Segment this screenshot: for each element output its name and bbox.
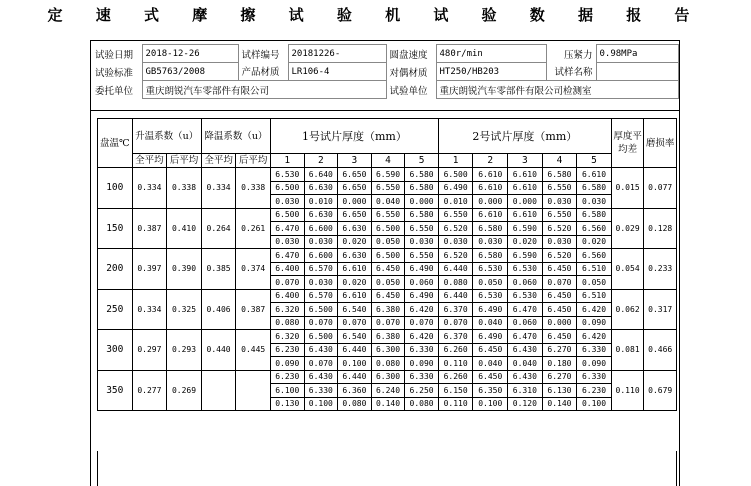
thickness-2-cell: 0.060 — [508, 276, 543, 290]
thickness-2-cell: 6.610 — [508, 181, 543, 195]
thickness-1-cell: 6.500 — [371, 249, 405, 263]
pt-1-1: 1 — [270, 154, 304, 168]
rise-all-cell: 0.397 — [132, 249, 167, 290]
thickness-1-cell: 6.550 — [405, 249, 439, 263]
thickness-1-cell: 0.070 — [371, 316, 405, 330]
thickness-1-cell: 6.580 — [405, 208, 439, 222]
thickness-1-cell: 0.100 — [338, 357, 372, 371]
thickness-2-cell: 6.450 — [542, 330, 577, 344]
thickness-2-cell: 6.490 — [438, 181, 473, 195]
counter-material-label: 对偶材质 — [389, 67, 428, 79]
rise-after-cell: 0.338 — [167, 168, 202, 209]
thickness-1-cell: 6.490 — [405, 262, 439, 276]
sub-fall-after: 后平均 — [236, 154, 271, 168]
thickness-1-cell: 0.070 — [405, 316, 439, 330]
thickness-1-cell: 6.630 — [338, 222, 372, 236]
thickness-1-cell: 6.450 — [371, 262, 405, 276]
thickness-1-cell: 0.080 — [405, 397, 439, 411]
thickness-2-cell: 0.000 — [542, 316, 577, 330]
thickness-2-cell: 0.090 — [577, 357, 612, 371]
avg-diff-cell: 0.081 — [611, 330, 644, 371]
thickness-2-cell: 6.490 — [473, 303, 508, 317]
thickness-1-cell: 6.500 — [270, 181, 304, 195]
thickness-1-cell: 6.440 — [338, 343, 372, 357]
thickness-1-cell: 6.650 — [338, 168, 372, 182]
rise-all-cell: 0.334 — [132, 168, 167, 209]
thickness-1-cell: 6.440 — [338, 370, 372, 384]
thickness-2-cell: 6.510 — [577, 262, 612, 276]
thickness-1-cell: 0.030 — [304, 276, 338, 290]
wear-rate-cell: 0.128 — [644, 208, 677, 249]
fall-after-cell: 0.261 — [236, 208, 271, 249]
header-divider — [90, 110, 680, 111]
thickness-1-cell: 6.500 — [270, 208, 304, 222]
sub-rise-after: 后平均 — [167, 154, 202, 168]
thickness-1-cell: 6.380 — [371, 330, 405, 344]
fall-after-cell: 0.374 — [236, 249, 271, 290]
thickness-2-cell: 6.450 — [542, 303, 577, 317]
thickness-2-cell: 0.110 — [438, 357, 473, 371]
thickness-2-cell: 6.310 — [508, 384, 543, 398]
disc-temp-cell: 100 — [98, 168, 133, 209]
thickness-2-cell: 0.030 — [542, 235, 577, 249]
thickness-2-cell: 0.040 — [473, 316, 508, 330]
thickness-2-cell: 6.350 — [473, 384, 508, 398]
thickness-1-cell: 6.640 — [304, 168, 338, 182]
avg-diff-cell: 0.062 — [611, 289, 644, 330]
thickness-2-cell: 6.590 — [508, 222, 543, 236]
sample-no-label: 试样编号 — [241, 49, 280, 61]
thickness-2-cell: 6.520 — [438, 249, 473, 263]
col-temp: 盘温℃ — [98, 119, 133, 168]
thickness-2-cell: 6.450 — [473, 343, 508, 357]
thickness-1-cell: 0.100 — [304, 397, 338, 411]
rise-after-cell: 0.390 — [167, 249, 202, 290]
thickness-1-cell: 6.330 — [405, 343, 439, 357]
thickness-1-cell: 6.540 — [338, 330, 372, 344]
disc-temp-cell: 200 — [98, 249, 133, 290]
thickness-2-cell: 0.030 — [542, 195, 577, 209]
standard-value: GB5763/2008 — [142, 63, 238, 81]
thickness-2-cell: 0.060 — [508, 316, 543, 330]
thickness-2-cell: 6.440 — [438, 262, 473, 276]
wear-rate-cell: 0.317 — [644, 289, 677, 330]
disc-temp-cell: 300 — [98, 330, 133, 371]
thickness-1-cell: 6.600 — [304, 249, 338, 263]
fall-all-cell: 0.385 — [201, 249, 236, 290]
thickness-2-cell: 6.560 — [577, 249, 612, 263]
thickness-2-cell: 6.510 — [577, 289, 612, 303]
disc-temp-cell: 150 — [98, 208, 133, 249]
thickness-1-cell: 6.650 — [338, 181, 372, 195]
thickness-2-cell: 0.090 — [577, 316, 612, 330]
thickness-2-cell: 0.100 — [577, 397, 612, 411]
thickness-1-cell: 0.000 — [338, 195, 372, 209]
standard-label: 试验标准 — [95, 67, 134, 79]
thickness-2-cell: 6.610 — [473, 181, 508, 195]
thickness-2-cell: 0.070 — [438, 316, 473, 330]
test-date-value: 2018-12-26 — [142, 45, 238, 63]
thickness-2-cell: 0.030 — [438, 235, 473, 249]
thickness-1-cell: 0.140 — [371, 397, 405, 411]
wear-rate-cell: 0.077 — [644, 168, 677, 209]
thickness-1-cell: 6.500 — [304, 330, 338, 344]
rise-all-cell: 0.387 — [132, 208, 167, 249]
col-avg-diff: 厚度平均差 — [611, 119, 644, 168]
thickness-2-cell: 6.270 — [542, 343, 577, 357]
thickness-1-cell: 6.580 — [405, 181, 439, 195]
thickness-2-cell: 0.020 — [508, 235, 543, 249]
thickness-1-cell: 6.550 — [371, 208, 405, 222]
thickness-2-cell: 6.450 — [542, 289, 577, 303]
pressure-label: 压紧力 — [563, 49, 593, 61]
thickness-1-cell: 0.020 — [338, 235, 372, 249]
sample-name-label: 试样名称 — [554, 67, 593, 79]
thickness-1-cell: 0.030 — [405, 235, 439, 249]
thickness-2-cell: 6.520 — [542, 249, 577, 263]
disc-speed-value: 480r/min — [436, 45, 546, 63]
thickness-2-cell: 6.530 — [508, 289, 543, 303]
thickness-1-cell: 0.060 — [405, 276, 439, 290]
thickness-1-cell: 6.470 — [270, 222, 304, 236]
pt-1-5: 5 — [405, 154, 439, 168]
col-thickness-1: 1号试片厚度（mm） — [270, 119, 438, 154]
thickness-2-cell: 6.580 — [473, 222, 508, 236]
pt-2-3: 3 — [508, 154, 543, 168]
thickness-1-cell: 6.580 — [405, 168, 439, 182]
pt-2-5: 5 — [577, 154, 612, 168]
thickness-1-cell: 6.420 — [405, 330, 439, 344]
thickness-2-cell: 6.370 — [438, 330, 473, 344]
thickness-2-cell: 6.530 — [473, 289, 508, 303]
thickness-1-cell: 6.600 — [304, 222, 338, 236]
avg-diff-cell: 0.054 — [611, 249, 644, 290]
thickness-1-cell: 0.080 — [338, 397, 372, 411]
thickness-1-cell: 6.550 — [405, 222, 439, 236]
thickness-2-cell: 6.420 — [577, 330, 612, 344]
thickness-1-cell: 0.020 — [338, 276, 372, 290]
thickness-1-cell: 6.590 — [371, 168, 405, 182]
thickness-1-cell: 6.530 — [270, 168, 304, 182]
thickness-1-cell: 6.240 — [371, 384, 405, 398]
table-row — [98, 208, 677, 222]
thickness-2-cell: 6.430 — [508, 370, 543, 384]
disc-temp-cell: 250 — [98, 289, 133, 330]
thickness-2-cell: 6.420 — [577, 303, 612, 317]
rise-all-cell: 0.277 — [132, 370, 167, 411]
thickness-1-cell: 0.070 — [270, 276, 304, 290]
thickness-1-cell: 6.500 — [371, 222, 405, 236]
thickness-2-cell: 0.010 — [438, 195, 473, 209]
thickness-2-cell: 6.550 — [438, 208, 473, 222]
report-header — [92, 44, 679, 99]
thickness-2-cell: 6.150 — [438, 384, 473, 398]
thickness-1-cell: 6.360 — [338, 384, 372, 398]
table-row — [98, 330, 677, 344]
thickness-1-cell: 0.070 — [304, 316, 338, 330]
pt-2-4: 4 — [542, 154, 577, 168]
thickness-2-cell: 6.470 — [508, 330, 543, 344]
avg-diff-cell: 0.110 — [611, 370, 644, 411]
rise-all-cell: 0.297 — [132, 330, 167, 371]
sub-rise-all: 全平均 — [132, 154, 167, 168]
thickness-2-cell: 6.470 — [508, 303, 543, 317]
thickness-2-cell: 6.130 — [542, 384, 577, 398]
thickness-1-cell: 6.630 — [304, 181, 338, 195]
thickness-2-cell: 0.140 — [542, 397, 577, 411]
thickness-2-cell: 0.080 — [438, 276, 473, 290]
col-fall: 降温系数（u） — [201, 119, 270, 154]
table-footer-area — [97, 451, 677, 486]
disc-speed-label: 圆盘速度 — [389, 49, 428, 61]
rise-after-cell: 0.325 — [167, 289, 202, 330]
thickness-1-cell: 6.540 — [338, 303, 372, 317]
thickness-2-cell: 0.120 — [508, 397, 543, 411]
data-table — [97, 118, 677, 411]
thickness-2-cell: 0.180 — [542, 357, 577, 371]
thickness-2-cell: 6.260 — [438, 343, 473, 357]
thickness-2-cell: 6.580 — [577, 181, 612, 195]
thickness-2-cell: 6.550 — [542, 181, 577, 195]
thickness-2-cell: 6.580 — [473, 249, 508, 263]
pt-1-2: 2 — [304, 154, 338, 168]
sample-no-value: 20181226- — [288, 45, 386, 63]
thickness-2-cell: 6.610 — [577, 168, 612, 182]
thickness-2-cell: 6.590 — [508, 249, 543, 263]
test-unit-label: 试验单位 — [389, 85, 428, 97]
fall-after-cell: 0.338 — [236, 168, 271, 209]
thickness-2-cell: 6.330 — [577, 370, 612, 384]
avg-diff-cell: 0.015 — [611, 168, 644, 209]
thickness-2-cell: 0.110 — [438, 397, 473, 411]
thickness-1-cell: 0.030 — [270, 195, 304, 209]
thickness-1-cell: 6.500 — [304, 303, 338, 317]
thickness-1-cell: 6.330 — [405, 370, 439, 384]
thickness-1-cell: 0.030 — [270, 235, 304, 249]
avg-diff-cell: 0.029 — [611, 208, 644, 249]
thickness-2-cell: 6.530 — [508, 262, 543, 276]
thickness-1-cell: 6.320 — [270, 330, 304, 344]
pt-1-4: 4 — [371, 154, 405, 168]
client-value: 重庆朗锐汽车零部件有限公司 — [142, 81, 386, 99]
table-row — [98, 289, 677, 303]
pt-2-2: 2 — [473, 154, 508, 168]
thickness-1-cell: 0.070 — [304, 357, 338, 371]
report-title: 定 速 式 摩 擦 试 验 机 试 验 数 据 报 告 — [47, 6, 704, 24]
thickness-2-cell: 0.100 — [473, 397, 508, 411]
thickness-1-cell: 6.650 — [338, 208, 372, 222]
thickness-2-cell: 6.260 — [438, 370, 473, 384]
thickness-1-cell: 0.130 — [270, 397, 304, 411]
thickness-1-cell: 0.090 — [270, 357, 304, 371]
product-material-label: 产品材质 — [241, 67, 280, 79]
wear-rate-cell: 0.466 — [644, 330, 677, 371]
thickness-1-cell: 6.610 — [338, 262, 372, 276]
thickness-2-cell: 0.020 — [577, 235, 612, 249]
thickness-2-cell: 6.450 — [473, 370, 508, 384]
thickness-2-cell: 6.230 — [577, 384, 612, 398]
fall-all-cell: 0.440 — [201, 330, 236, 371]
thickness-1-cell: 6.550 — [371, 181, 405, 195]
thickness-2-cell: 0.050 — [473, 276, 508, 290]
thickness-2-cell: 6.330 — [577, 343, 612, 357]
thickness-1-cell: 6.470 — [270, 249, 304, 263]
thickness-1-cell: 6.400 — [270, 262, 304, 276]
thickness-2-cell: 6.520 — [438, 222, 473, 236]
table-row — [98, 249, 677, 263]
thickness-1-cell: 6.250 — [405, 384, 439, 398]
rise-all-cell: 0.334 — [132, 289, 167, 330]
wear-rate-cell: 0.679 — [644, 370, 677, 411]
thickness-1-cell: 0.050 — [371, 235, 405, 249]
wear-rate-cell: 0.233 — [644, 249, 677, 290]
pt-1-3: 3 — [338, 154, 372, 168]
thickness-1-cell: 6.450 — [371, 289, 405, 303]
rise-after-cell: 0.410 — [167, 208, 202, 249]
thickness-1-cell: 6.300 — [371, 343, 405, 357]
thickness-1-cell: 0.080 — [270, 316, 304, 330]
thickness-2-cell: 6.560 — [577, 222, 612, 236]
fall-after-cell: 0.387 — [236, 289, 271, 330]
thickness-2-cell: 6.580 — [577, 208, 612, 222]
thickness-1-cell: 0.000 — [405, 195, 439, 209]
thickness-2-cell: 6.430 — [508, 343, 543, 357]
thickness-2-cell: 6.500 — [438, 168, 473, 182]
thickness-1-cell: 6.630 — [304, 208, 338, 222]
thickness-1-cell: 6.100 — [270, 384, 304, 398]
thickness-2-cell: 6.440 — [438, 289, 473, 303]
client-label: 委托单位 — [95, 85, 134, 97]
thickness-2-cell: 6.530 — [473, 262, 508, 276]
fall-all-cell: 0.264 — [201, 208, 236, 249]
thickness-1-cell: 6.570 — [304, 262, 338, 276]
thickness-1-cell: 6.610 — [338, 289, 372, 303]
thickness-2-cell: 6.450 — [542, 262, 577, 276]
thickness-2-cell: 6.580 — [542, 168, 577, 182]
sub-fall-all: 全平均 — [201, 154, 236, 168]
thickness-1-cell: 0.070 — [338, 316, 372, 330]
col-rise: 升温系数（u） — [132, 119, 201, 154]
thickness-2-cell: 6.550 — [542, 208, 577, 222]
pt-2-1: 1 — [438, 154, 473, 168]
thickness-1-cell: 0.090 — [405, 357, 439, 371]
table-row — [98, 168, 677, 182]
fall-all-cell: 0.406 — [201, 289, 236, 330]
thickness-1-cell: 6.490 — [405, 289, 439, 303]
thickness-2-cell: 0.000 — [508, 195, 543, 209]
thickness-2-cell: 6.610 — [508, 168, 543, 182]
thickness-2-cell: 0.040 — [473, 357, 508, 371]
thickness-2-cell: 6.370 — [438, 303, 473, 317]
thickness-1-cell: 6.230 — [270, 370, 304, 384]
counter-material-value: HT250/HB203 — [436, 63, 546, 81]
thickness-1-cell: 0.010 — [304, 195, 338, 209]
sample-name-value — [596, 63, 678, 81]
thickness-2-cell: 6.270 — [542, 370, 577, 384]
fall-all-cell — [201, 370, 236, 411]
thickness-1-cell: 6.420 — [405, 303, 439, 317]
thickness-2-cell: 0.030 — [577, 195, 612, 209]
thickness-1-cell: 6.330 — [304, 384, 338, 398]
thickness-1-cell: 0.080 — [371, 357, 405, 371]
thickness-1-cell: 6.380 — [371, 303, 405, 317]
fall-all-cell: 0.334 — [201, 168, 236, 209]
thickness-1-cell: 6.570 — [304, 289, 338, 303]
thickness-1-cell: 0.030 — [304, 235, 338, 249]
test-unit-value: 重庆朗锐汽车零部件有限公司检测室 — [436, 81, 678, 99]
table-row — [98, 370, 677, 384]
data-rows — [98, 168, 677, 411]
pressure-value: 0.98MPa — [596, 45, 678, 63]
thickness-2-cell: 6.610 — [473, 208, 508, 222]
col-thickness-2: 2号试片厚度（mm） — [438, 119, 611, 154]
thickness-1-cell: 0.050 — [371, 276, 405, 290]
disc-temp-cell: 350 — [98, 370, 133, 411]
fall-after-cell — [236, 370, 271, 411]
thickness-2-cell: 6.610 — [508, 208, 543, 222]
thickness-2-cell: 0.070 — [542, 276, 577, 290]
thickness-2-cell: 0.050 — [577, 276, 612, 290]
thickness-2-cell: 0.000 — [473, 195, 508, 209]
test-date-label: 试验日期 — [95, 49, 134, 61]
thickness-2-cell: 0.030 — [473, 235, 508, 249]
thickness-1-cell: 6.230 — [270, 343, 304, 357]
product-material-value: LR106-4 — [288, 63, 386, 81]
thickness-2-cell: 6.520 — [542, 222, 577, 236]
fall-after-cell: 0.445 — [236, 330, 271, 371]
thickness-1-cell: 0.040 — [371, 195, 405, 209]
col-wear-rate: 磨损率 — [644, 119, 677, 168]
thickness-2-cell: 0.040 — [508, 357, 543, 371]
thickness-1-cell: 6.430 — [304, 370, 338, 384]
thickness-1-cell: 6.400 — [270, 289, 304, 303]
thickness-1-cell: 6.320 — [270, 303, 304, 317]
thickness-2-cell: 6.610 — [473, 168, 508, 182]
thickness-1-cell: 6.430 — [304, 343, 338, 357]
thickness-1-cell: 6.630 — [338, 249, 372, 263]
rise-after-cell: 0.269 — [167, 370, 202, 411]
thickness-1-cell: 6.300 — [371, 370, 405, 384]
rise-after-cell: 0.293 — [167, 330, 202, 371]
thickness-2-cell: 6.490 — [473, 330, 508, 344]
